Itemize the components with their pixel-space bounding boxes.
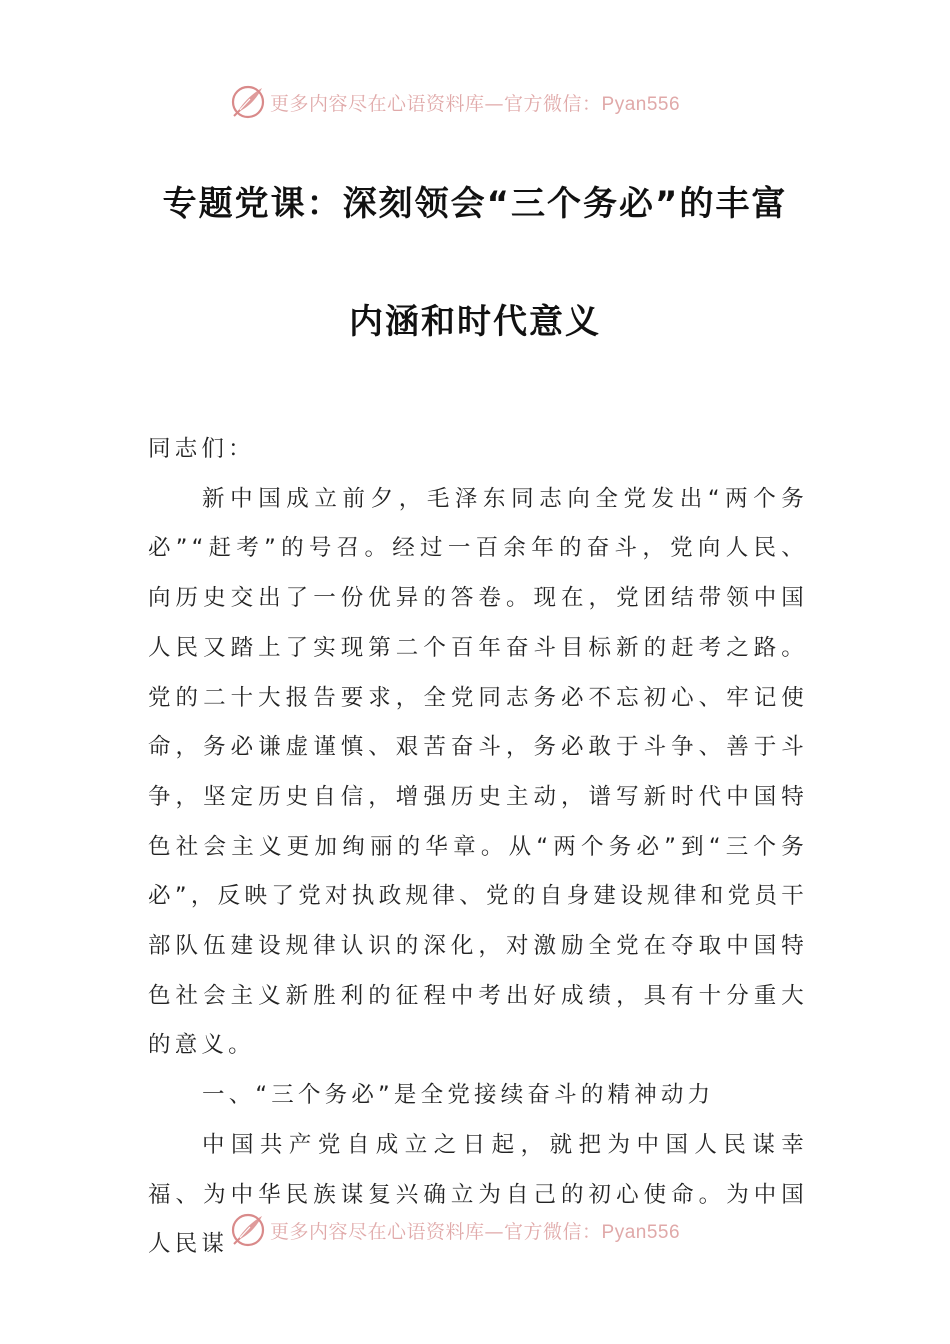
document-title-line-2: 内涵和时代意义 — [349, 302, 601, 342]
watermark-wechat-id: Pyan556 — [601, 1221, 681, 1243]
watermark-text — [270, 89, 680, 116]
watermark-separator: — — [484, 1220, 505, 1243]
section-heading-1: 一、“三个务必”是全党接续奋斗的精神动力 — [202, 1082, 715, 1109]
paragraph-section-1: 中国共产党自成立之日起，就把为中国人民谋幸福、为中华民族谋复兴确立为自己的初心使命。为中国人民谋 — [148, 1131, 808, 1258]
quill-logo-icon — [228, 82, 268, 122]
paragraph-intro: 新中国成立前夕，毛泽东同志向全党发出“两个务必”“赶考”的号召。经过一百余年的奋斗，党向人民、向历史交出了一份优异的答卷。现在，党团结带领中国人民又踏上了实现第二个百年奋斗目标新的赶考之路。党的二十大报告要求，全党同志务必不忘初心、牢记使命，务必谦虚谨慎、艰苦奋斗，务必敢于斗争、善于斗争，坚定历史自信，增强历史主动，谱写新时代中国特色社会主义更加绚丽的华章。从“两个务必”到“三个务必”，反映了党对执政规律、党的自身建设规律和党员干部队伍建设规律认识的深化，对激励全党在夺取中国特色社会主义新胜利的征程中考出好成绩，具有十分重大的意义。 — [148, 485, 808, 1059]
quill-logo-icon — [228, 1210, 268, 1250]
watermark-banner-top — [228, 80, 748, 124]
watermark-wechat-id: Pyan556 — [601, 93, 681, 115]
watermark-wechat-label: 官方微信： — [504, 92, 602, 115]
watermark-wechat-label: 官方微信： — [504, 1220, 602, 1243]
watermark-separator: — — [484, 92, 505, 115]
document-body — [148, 425, 808, 1270]
document-title-line-1: 专题党课：深刻领会“三个务必”的丰富 — [162, 184, 788, 224]
salutation: 同志们： — [148, 436, 255, 462]
watermark-main: 更多内容尽在心语资料库 — [270, 1220, 485, 1243]
watermark-text — [270, 1217, 680, 1244]
watermark-banner-bottom — [228, 1208, 748, 1252]
watermark-main: 更多内容尽在心语资料库 — [270, 92, 485, 115]
